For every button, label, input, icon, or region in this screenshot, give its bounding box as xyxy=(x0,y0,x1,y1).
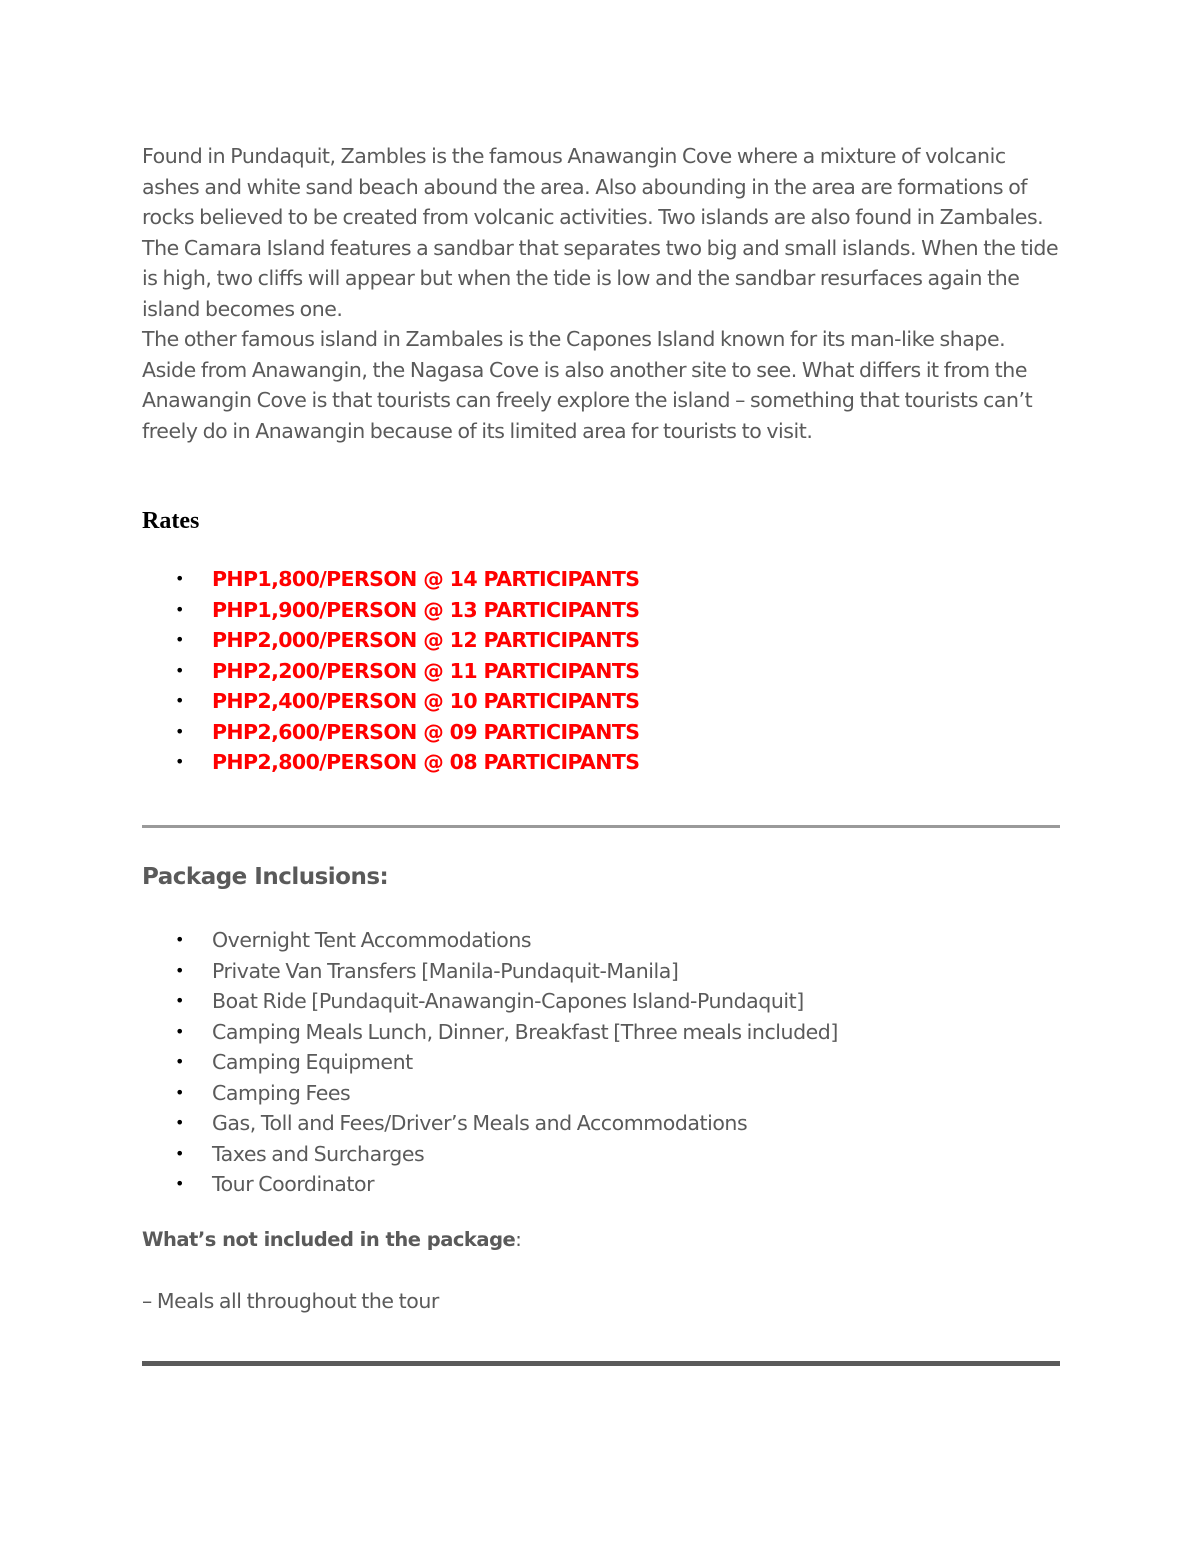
inclusion-text: Camping Equipment xyxy=(212,1050,413,1074)
intro-paragraph-1: Found in Pundaquit, Zambles is the famous Anawangin Cove where a mixture of volcanic ashes and white sand beach abound the area. Also abounding in the area are formations of rocks believed to be created from volcanic activities. Two islands are also found in Zambales. The Camara Island features a sandbar that separates two big and small islands. When the tide is high, two cliffs will appear but when the tide is low and the sandbar resurfaces again the island becomes one. xyxy=(142,144,1059,321)
list-item xyxy=(142,1169,838,1200)
rate-text: PHP2,000/PERSON @ 12 PARTICIPANTS xyxy=(212,628,640,652)
bullet-icon: • xyxy=(175,1174,184,1193)
divider xyxy=(142,1361,1060,1366)
inclusion-text: Taxes and Surcharges xyxy=(212,1141,425,1166)
bullet-icon: • xyxy=(175,721,184,741)
intro-paragraph-2: The other famous island in Zambales is the Capones Island known for its man-like shape. Aside from Anawangin, the Nagasa Cove is also another site to see. What differs it from the Anawangin Cove is that tourists can freely explore the island – something that tourists can’t freely do in Anawangin because of its limited area for tourists to visit. xyxy=(142,327,1033,443)
list-item xyxy=(142,925,838,956)
not-included-heading-text: What’s not included in the package xyxy=(142,1228,516,1251)
rate-text: PHP1,800/PERSON @ 14 PARTICIPANTS xyxy=(212,567,640,591)
rate-text: PHP2,600/PERSON @ 09 PARTICIPANTS xyxy=(212,719,640,744)
rate-text: PHP2,400/PERSON @ 10 PARTICIPANTS xyxy=(212,689,640,713)
bullet-icon: • xyxy=(175,569,184,588)
inclusion-text: Camping Meals Lunch, Dinner, Breakfast [Three meals included] xyxy=(212,1019,838,1044)
bullet-icon: • xyxy=(175,691,184,710)
list-item xyxy=(142,1108,838,1139)
list-item xyxy=(142,1139,838,1170)
list-item xyxy=(142,1078,838,1109)
document-page xyxy=(142,141,1060,1313)
list-item xyxy=(142,747,639,778)
bullet-icon: • xyxy=(175,1021,184,1041)
bullet-icon: • xyxy=(175,599,184,619)
inclusion-text: Tour Coordinator xyxy=(212,1172,375,1196)
bullet-icon: • xyxy=(175,1143,184,1163)
bullet-icon: • xyxy=(175,960,184,980)
bullet-icon: • xyxy=(175,1082,184,1102)
bullet-icon: • xyxy=(175,1113,184,1132)
rate-text: PHP2,800/PERSON @ 08 PARTICIPANTS xyxy=(212,750,640,774)
rate-text: PHP1,900/PERSON @ 13 PARTICIPANTS xyxy=(212,597,640,622)
list-item xyxy=(142,986,838,1017)
list-item xyxy=(142,1047,838,1078)
not-included-item: – Meals all throughout the tour xyxy=(142,1289,439,1313)
inclusion-text: Camping Fees xyxy=(212,1080,351,1105)
rate-text: PHP2,200/PERSON @ 11 PARTICIPANTS xyxy=(212,658,640,683)
bullet-icon: • xyxy=(175,991,184,1010)
not-included-heading-colon: : xyxy=(515,1228,522,1251)
bullet-icon: • xyxy=(175,660,184,680)
bullet-icon: • xyxy=(175,752,184,771)
inclusion-text: Boat Ride [Pundaquit-Anawangin-Capones Island-Pundaquit] xyxy=(212,989,804,1013)
list-item xyxy=(142,956,838,987)
bullet-icon: • xyxy=(175,1052,184,1071)
rates-heading: Rates xyxy=(142,508,200,534)
list-item xyxy=(142,564,639,595)
inclusions-heading: Package Inclusions: xyxy=(142,864,389,890)
inclusion-text: Private Van Transfers [Manila-Pundaquit-Manila] xyxy=(212,958,679,983)
bullet-icon: • xyxy=(175,930,184,949)
list-item xyxy=(142,595,639,626)
list-item xyxy=(142,656,639,687)
list-item xyxy=(142,717,639,748)
inclusion-text: Overnight Tent Accommodations xyxy=(212,928,532,952)
divider xyxy=(142,825,1060,828)
bullet-icon: • xyxy=(175,630,184,649)
inclusions-list xyxy=(142,925,838,1200)
rates-list xyxy=(142,564,639,778)
not-included-heading xyxy=(142,1228,521,1251)
inclusion-text: Gas, Toll and Fees/Driver’s Meals and Accommodations xyxy=(212,1111,748,1135)
list-item xyxy=(142,1017,838,1048)
list-item xyxy=(142,625,639,656)
list-item xyxy=(142,686,639,717)
